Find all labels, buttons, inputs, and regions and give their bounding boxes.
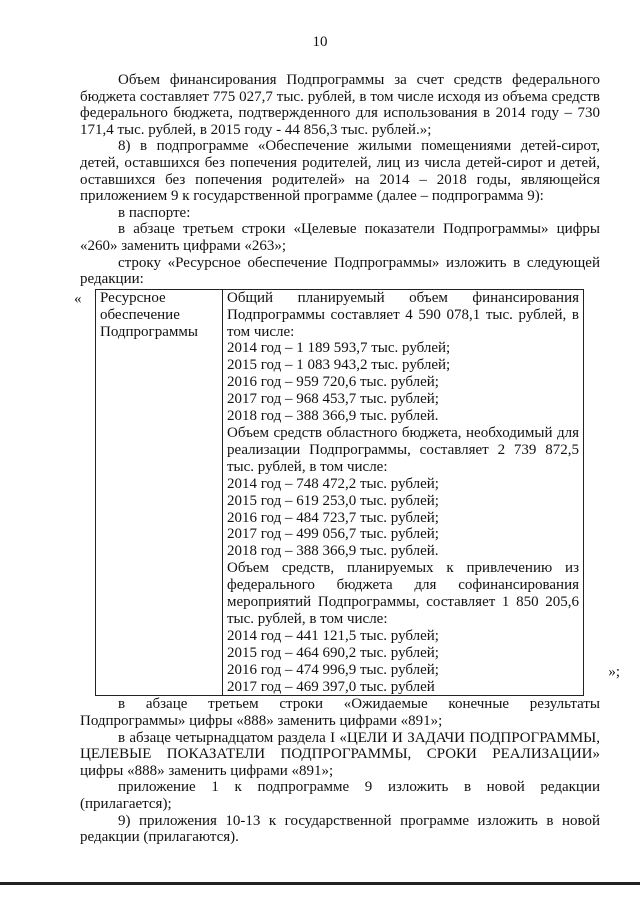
resource-table [95, 289, 584, 697]
resource-table-block [74, 289, 620, 697]
line-federal: Объем средств, планируемых к привлечению из федерального бюджета для софинансирования мероприятий Подпрограммы, составляет 1 850 205,6 тыс. рублей, в том числе: [227, 560, 579, 627]
target-indicators-paragraph: в абзаце третьем строки «Целевые показатели Подпрограммы» цифры «260» заменить цифрами «263»; [80, 221, 600, 254]
passport-paragraph: в паспорте: [118, 204, 191, 221]
intro-paragraph: Объем финансирования Подпрограммы за счет средств федерального бюджета составляет 775 027,7 тыс. рублей, в том числе исходя из объема средств федерального бюджета, подтвержденного для использования в 2014 году – 730 171,4 тыс. рублей, в 2015 году - 44 856,3 тыс. рублей.»; [80, 72, 600, 138]
line-2014-regional: 2014 год – 748 472,2 тыс. рублей; [227, 475, 439, 492]
page-number: 10 [312, 34, 328, 50]
line-2017-federal: 2017 год – 469 397,0 тыс. рублей [227, 678, 435, 695]
line-2017-total: 2017 год – 968 453,7 тыс. рублей; [227, 391, 439, 408]
line-2015-total: 2015 год – 1 083 943,2 тыс. рублей; [227, 357, 451, 374]
line-total: Общий планируемый объем финансирования Подпрограммы составляет 4 590 078,1 тыс. рублей, в том числе: [227, 289, 579, 340]
item-8-paragraph: 8) в подпрограмме «Обеспечение жилыми помещениями детей-сирот, детей, оставшихся без попечения родителей, лиц из числа детей-сирот и детей, оставшихся без попечения родителей» на 2014 – 2018 годы, являющейся приложением 9 к государственной программе (далее – подпрограмма 9): [80, 138, 600, 205]
resource-row-paragraph: строку «Ресурсное обеспечение Подпрограммы» изложить в следующей редакции: [80, 254, 600, 288]
item-9-paragraph: 9) приложения 10-13 к государственной программе изложить в новой редакции (прилагаются). [80, 812, 600, 846]
opening-quote: « [74, 290, 82, 307]
line-2018-regional: 2018 год – 388 366,9 тыс. рублей. [227, 543, 439, 560]
line-2016-federal: 2016 год – 474 996,9 тыс. рублей; [227, 661, 439, 678]
line-2018-total: 2018 год – 388 366,9 тыс. рублей. [227, 408, 439, 425]
line-2014-total: 2014 год – 1 189 593,7 тыс. рублей; [227, 340, 451, 357]
section-i-paragraph: в абзаце четырнадцатом раздела I «ЦЕЛИ И ЗАДАЧИ ПОДПРОГРАММЫ, ЦЕЛЕВЫЕ ПОКАЗАТЕЛИ ПОДПРОГРАММЫ, СРОКИ РЕАЛИЗАЦИИ» цифры «888» заменить цифрами «891»; [80, 729, 600, 779]
appendix-1-paragraph: приложение 1 к подпрограмме 9 изложить в новой редакции (прилагается); [80, 779, 600, 813]
row-label: Ресурсное обеспечение Подпрограммы [96, 289, 223, 696]
row-content [223, 289, 584, 696]
table-row [96, 289, 584, 696]
line-2017-regional: 2017 год – 499 056,7 тыс. рублей; [227, 526, 439, 543]
line-2014-federal: 2014 год – 441 121,5 тыс. рублей; [227, 627, 439, 644]
document-body [74, 72, 620, 846]
line-2016-regional: 2016 год – 484 723,7 тыс. рублей; [227, 509, 439, 526]
line-regional: Объем средств областного бюджета, необходимый для реализации Подпрограммы, составляет 2 739 872,5 тыс. рублей, в том числе: [227, 424, 579, 475]
bottom-scan-edge [0, 882, 640, 885]
line-2015-federal: 2015 год – 464 690,2 тыс. рублей; [227, 644, 439, 661]
line-2015-regional: 2015 год – 619 253,0 тыс. рублей; [227, 492, 439, 509]
closing-quote: »; [608, 663, 620, 680]
line-2016-total: 2016 год – 959 720,6 тыс. рублей; [227, 374, 439, 391]
expected-results-paragraph: в абзаце третьем строки «Ожидаемые конечные результаты Подпрограммы» цифры «888» заменить цифрами «891»; [80, 696, 600, 730]
